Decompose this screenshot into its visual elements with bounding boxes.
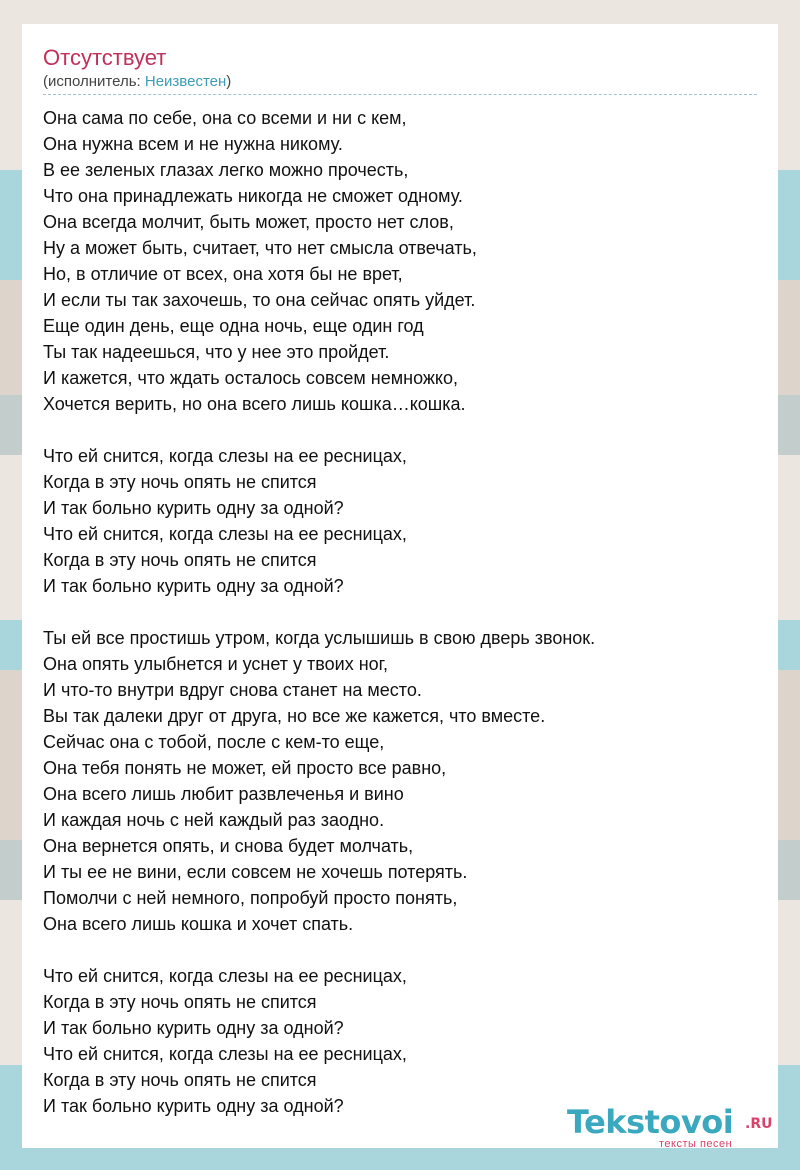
- lyrics-line: Вы так далеки друг от друга, но все же кажется, что вместе.: [43, 706, 546, 726]
- logo-tld: .RU: [745, 1116, 773, 1132]
- lyrics-line: Ты так надеешься, что у нее это пройдет.: [43, 342, 390, 362]
- artist-line: [43, 73, 231, 91]
- lyrics-line: Но, в отличие от всех, она хотя бы не врет,: [43, 264, 403, 284]
- lyrics-line: И так больно курить одну за одной?: [43, 1018, 344, 1038]
- lyrics-line: Что ей снится, когда слезы на ее ресницах,: [43, 524, 407, 544]
- lyrics-line: И кажется, что ждать осталось совсем немножко,: [43, 368, 459, 388]
- logo-wordmark: Tekstovoi: [567, 1103, 734, 1141]
- lyrics-line: Она тебя понять не может, ей просто все равно,: [43, 758, 447, 778]
- lyrics-line: Когда в эту ночь опять не спится: [43, 1070, 317, 1090]
- lyrics-line: Она всегда молчит, быть может, просто нет слов,: [43, 212, 454, 232]
- lyrics-line: Когда в эту ночь опять не спится: [43, 992, 317, 1012]
- logo-tagline: тексты песен: [659, 1138, 733, 1150]
- lyrics-line: Она вернется опять, и снова будет молчать,: [43, 836, 414, 856]
- lyrics-line: Ты ей все простишь утром, когда услышишь в свою дверь звонок.: [43, 628, 596, 648]
- lyrics-stanza: [43, 963, 763, 1119]
- artist-suffix: ): [226, 73, 232, 90]
- lyrics-line: Она сама по себе, она со всеми и ни с кем,: [43, 108, 407, 128]
- title-divider: [43, 94, 757, 95]
- lyrics-line: Что ей снится, когда слезы на ее ресницах,: [43, 1044, 407, 1064]
- song-title: Отсутствует: [43, 45, 167, 70]
- lyrics-card: [22, 24, 778, 1148]
- lyrics-body: [43, 105, 763, 1145]
- lyrics-stanza: [43, 105, 763, 417]
- lyrics-line: Ну а может быть, считает, что нет смысла отвечать,: [43, 238, 477, 258]
- site-logo[interactable]: [567, 1103, 777, 1150]
- lyrics-line: Что она принадлежать никогда не сможет одному.: [43, 186, 463, 206]
- lyrics-line: Помолчи с ней немного, попробуй просто понять,: [43, 888, 458, 908]
- lyrics-line: И так больно курить одну за одной?: [43, 1096, 344, 1116]
- lyrics-line: Она всего лишь кошка и хочет спать.: [43, 914, 354, 934]
- lyrics-line: И так больно курить одну за одной?: [43, 576, 344, 596]
- lyrics-line: Когда в эту ночь опять не спится: [43, 550, 317, 570]
- lyrics-line: И если ты так захочешь, то она сейчас опять уйдет.: [43, 290, 476, 310]
- lyrics-line: И ты ее не вини, если совсем не хочешь потерять.: [43, 862, 468, 882]
- lyrics-stanza: [43, 625, 763, 937]
- artist-link[interactable]: Неизвестен: [144, 73, 227, 90]
- lyrics-line: Что ей снится, когда слезы на ее ресницах,: [43, 966, 407, 986]
- lyrics-line: И что-то внутри вдруг снова станет на место.: [43, 680, 422, 700]
- artist-prefix: (исполнитель:: [43, 73, 145, 90]
- lyrics-line: Когда в эту ночь опять не спится: [43, 472, 317, 492]
- lyrics-line: Она всего лишь любит развлеченья и вино: [43, 784, 404, 804]
- lyrics-line: Еще один день, еще одна ночь, еще один год: [43, 316, 424, 336]
- lyrics-line: Сейчас она с тобой, после с кем-то еще,: [43, 732, 385, 752]
- lyrics-line: И каждая ночь с ней каждый раз заодно.: [43, 810, 385, 830]
- lyrics-line: Что ей снится, когда слезы на ее ресницах,: [43, 446, 407, 466]
- lyrics-line: Она нужна всем и не нужна никому.: [43, 134, 343, 154]
- lyrics-line: В ее зеленых глазах легко можно прочесть,: [43, 160, 409, 180]
- lyrics-line: Хочется верить, но она всего лишь кошка…кошка.: [43, 394, 466, 414]
- lyrics-line: Она опять улыбнется и уснет у твоих ног,: [43, 654, 389, 674]
- lyrics-stanza: [43, 443, 763, 599]
- lyrics-line: И так больно курить одну за одной?: [43, 498, 344, 518]
